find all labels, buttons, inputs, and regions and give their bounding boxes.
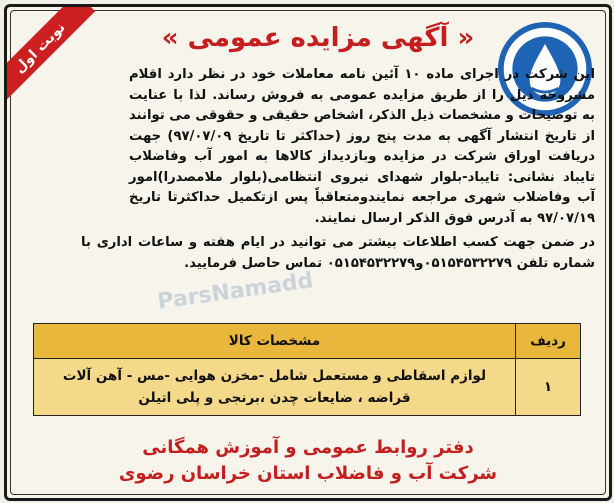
row-spec: لوازم اسقاطی و مستعمل شامل -مخزن هوایی -مس - آهن آلات قراضه ، ضایعات چدن ،برنجی و پلی اتیلن: [34, 359, 516, 416]
row-number: ۱: [516, 359, 581, 416]
footer-line-1: دفتر روابط عمومی و آموزش همگانی: [142, 437, 474, 458]
footer-line-2: شرکت آب و فاضلاب استان خراسان رضوی: [118, 463, 498, 484]
items-table: [33, 323, 581, 416]
watermark: ParsNamadd: [156, 268, 315, 315]
first-publication-badge: نوبت اول: [4, 4, 95, 103]
advertisement-frame: [4, 4, 612, 501]
table-row: [34, 359, 581, 416]
header-spec: مشخصات کالا: [34, 324, 516, 359]
main-paragraph: این شرکت در اجرای ماده ۱۰ آئین نامه معاملات خود در نظر دارد اقلام مشروحه ذیل را از طریق مزایده عمومی به فروش رساند. لذا با عنایت به توضیحات و مشخصات ذیل الذکر، اشخاص حقیقی و حقوقی می توانند از تاریخ انتشار آگهی به مدت پنج روز (حداکثر تا تاریخ ۹۷/۰۷/۰۹) جهت دریافت اوراق شرکت در مزایده وبازدیداز کالاها به امور آب وفاضلاب تایباد نشانی: تایباد-بلوار شهدای نیروی انتظامی(بلوار ملامصدرا)امور آب وفاضلاب شهری مراجعه نمایندومتعاقباً پس ازتکمیل حداکثرتا تاریخ ۹۷/۰۷/۱۹ به آدرس فوق الذکر ارسال نمایند.: [129, 67, 595, 226]
table-header-row: [34, 324, 581, 359]
header-row-number: ردیف: [516, 324, 581, 359]
footer-signature: [47, 435, 569, 487]
announcement-body: [21, 65, 595, 274]
page-title: « آگهی مزایده عمومی »: [161, 23, 475, 53]
contact-paragraph: در ضمن جهت کسب اطلاعات بیشتر می توانید در ایام هفته و ساعات اداری با شماره تلفن ۰۵۱۵۴۵۳۲۲۷۹و۰۵۱۵۴۵۳۲۲۷۹ تماس حاصل فرمایید.: [81, 235, 595, 271]
